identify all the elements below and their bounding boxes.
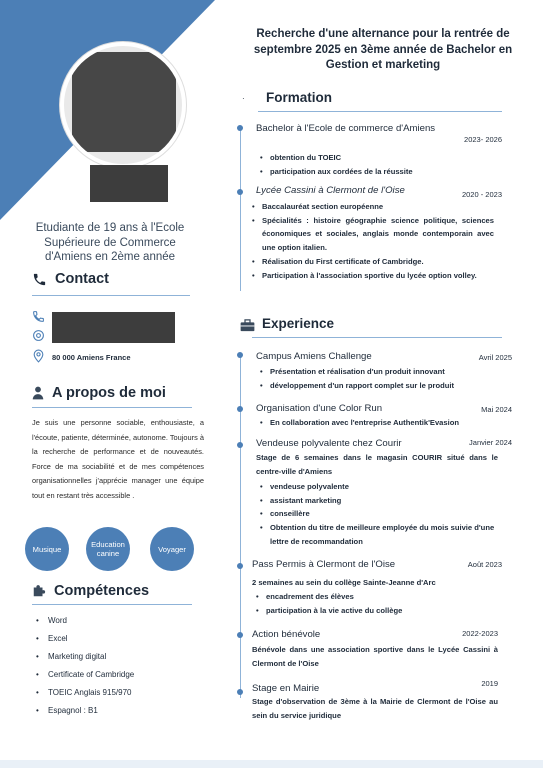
experience-title: Experience [262,316,335,331]
timeline-dot [237,189,243,195]
about-heading [32,385,166,401]
email-icon [32,329,45,342]
experience-entry-title: Vendeuse polyvalente chez Courir [256,438,402,449]
redacted-photo-block [72,52,176,152]
location-pin-icon [32,349,45,363]
about-title: A propos de moi [52,385,166,401]
phone-icon [32,272,47,287]
experience-entry-title: Organisation d'une Color Run [256,403,383,414]
formation-entry-bullets [260,151,500,178]
bullet-item: • Baccalauréat section européenne [252,200,494,214]
formation-entry-title: Lycée Cassini à Clermont de l'Oise [256,185,405,196]
timeline-dot [237,442,243,448]
experience-entry-date: Août 2023 [467,560,502,569]
bottom-accent-bar [0,760,543,768]
bullet-item: • obtention du TOEIC [260,151,500,165]
about-text: Je suis une personne sociable, enthousiaste, a l'écoute, patiente, déterminée, autonome. Toujours à la recherche de performance et de nouveautés. Force de ma sociabilité et de mes compétences organisationnelles j'apprécie manager une équipe tout en restant très accessible . [32,418,204,500]
puzzle-icon [32,584,46,598]
timeline-dot [237,689,243,695]
timeline-dot [237,406,243,412]
formation-entry-title: Bachelor à l'Ecole de commerce d'Amiens [256,123,436,134]
skill-item: • Marketing digital [36,648,206,666]
bullet-item: • développement d'un rapport complet sur le produit [260,379,505,393]
intro-text: Etudiante de 19 ans à l'Ecole Supérieure de Commerce d'Amiens en 2ème année [35,222,185,263]
experience-entry-date: 2019 [481,679,498,688]
experience-entry-bullets [260,416,505,430]
briefcase-icon [240,319,255,332]
bullet-item: • Obtention du titre de meilleure employée du mois suivie d'une lettre de recommandation [260,521,500,548]
experience-entry-bullets [256,590,496,617]
formation-marker-icon: · [242,94,245,103]
location-text: 80 000 Amiens France [52,353,131,362]
interest-bubble-travel: Voyager [150,527,194,571]
skill-item: • Excel [36,630,206,648]
formation-divider [258,111,502,112]
skill-item: • Certificate of Cambridge [36,666,206,684]
contact-title: Contact [55,271,109,287]
experience-entry-date: 2022-2023 [462,629,498,638]
experience-entry-bullets [260,480,500,549]
skills-list [36,612,206,720]
bullet-item: • assistant marketing [260,494,500,508]
bullet-item: • Spécialités : histoire géographie science politique, sciences économiques et sociales, anglais monde contemporain avec une option italien. [252,214,494,255]
profile-photo [60,42,186,168]
formation-entry-bullets [252,200,494,282]
skills-heading [32,583,149,599]
bullet-item: • Réalisation du First certificate of Cambridge. [252,255,494,269]
skill-item: • Word [36,612,206,630]
experience-entry-date: Avril 2025 [478,353,512,362]
skill-item: • TOEIC Anglais 915/970 [36,684,206,702]
formation-timeline [240,126,241,291]
bullet-item: • Participation à l'association sportive du lycée option volley. [252,269,494,283]
experience-entry-title: Stage en Mairie [252,683,320,694]
experience-entry-paragraph: Stage de 6 semaines dans le magasin COURIR situé dans le centre-ville d'Amiens [256,453,498,476]
redacted-contact-details [52,312,175,343]
formation-entry-date: 2020 - 2023 [461,190,502,199]
interest-bubble-dog-training: Education canine [86,527,130,571]
bullet-item: • vendeuse polyvalente [260,480,500,494]
experience-entry-date: Janvier 2024 [469,438,512,447]
headline: Recherche d'une alternance pour la rentrée de septembre 2025 en 3ème année de Bachelor en Gestion et marketing [253,28,513,71]
bullet-item: • conseillère [260,507,500,521]
bullet-item: • participation aux cordées de la réussite [260,165,500,179]
redacted-name-block [90,165,168,202]
experience-entry-paragraph: Stage d'observation de 3ème à la Mairie de Clermont de l'Oise au sein du service juridique [252,697,498,720]
experience-entry-paragraph: Bénévole dans une association sportive dans le Lycée Cassini à Clermont de l'Oise [252,645,498,668]
experience-entry-bullets [260,365,505,392]
skills-divider [32,604,192,605]
skills-title: Compétences [54,583,150,599]
experience-divider [252,337,502,338]
bullet-item: • encadrement des élèves [256,590,496,604]
interest-bubble-music: Musique [25,527,69,571]
person-icon [32,386,44,400]
experience-entry-title: Campus Amiens Challenge [256,351,372,362]
experience-entry-paragraph: 2 semaines au sein du collège Sainte-Jeanne d'Arc [252,578,436,587]
timeline-dot [237,352,243,358]
experience-entry-title: Pass Permis à Clermont de l'Oise [252,559,396,570]
timeline-dot [237,632,243,638]
timeline-dot [237,563,243,569]
experience-entry-date: Mai 2024 [481,405,512,414]
contact-divider [32,295,190,296]
skill-item: • Espagnol : B1 [36,702,206,720]
formation-entry-date: 2023- 2026 [464,135,502,144]
contact-heading [32,271,109,287]
phone-row-icon [32,310,45,323]
experience-entry-title: Action bénévole [252,629,321,640]
experience-timeline [240,353,241,698]
about-divider [32,407,192,408]
bullet-item: • Présentation et réalisation d'un produit innovant [260,365,505,379]
bullet-item: • En collaboration avec l'entreprise Authentik'Evasion [260,416,505,430]
formation-title: Formation [266,90,332,105]
bullet-item: • participation à la vie active du collège [256,604,496,618]
timeline-dot [237,125,243,131]
